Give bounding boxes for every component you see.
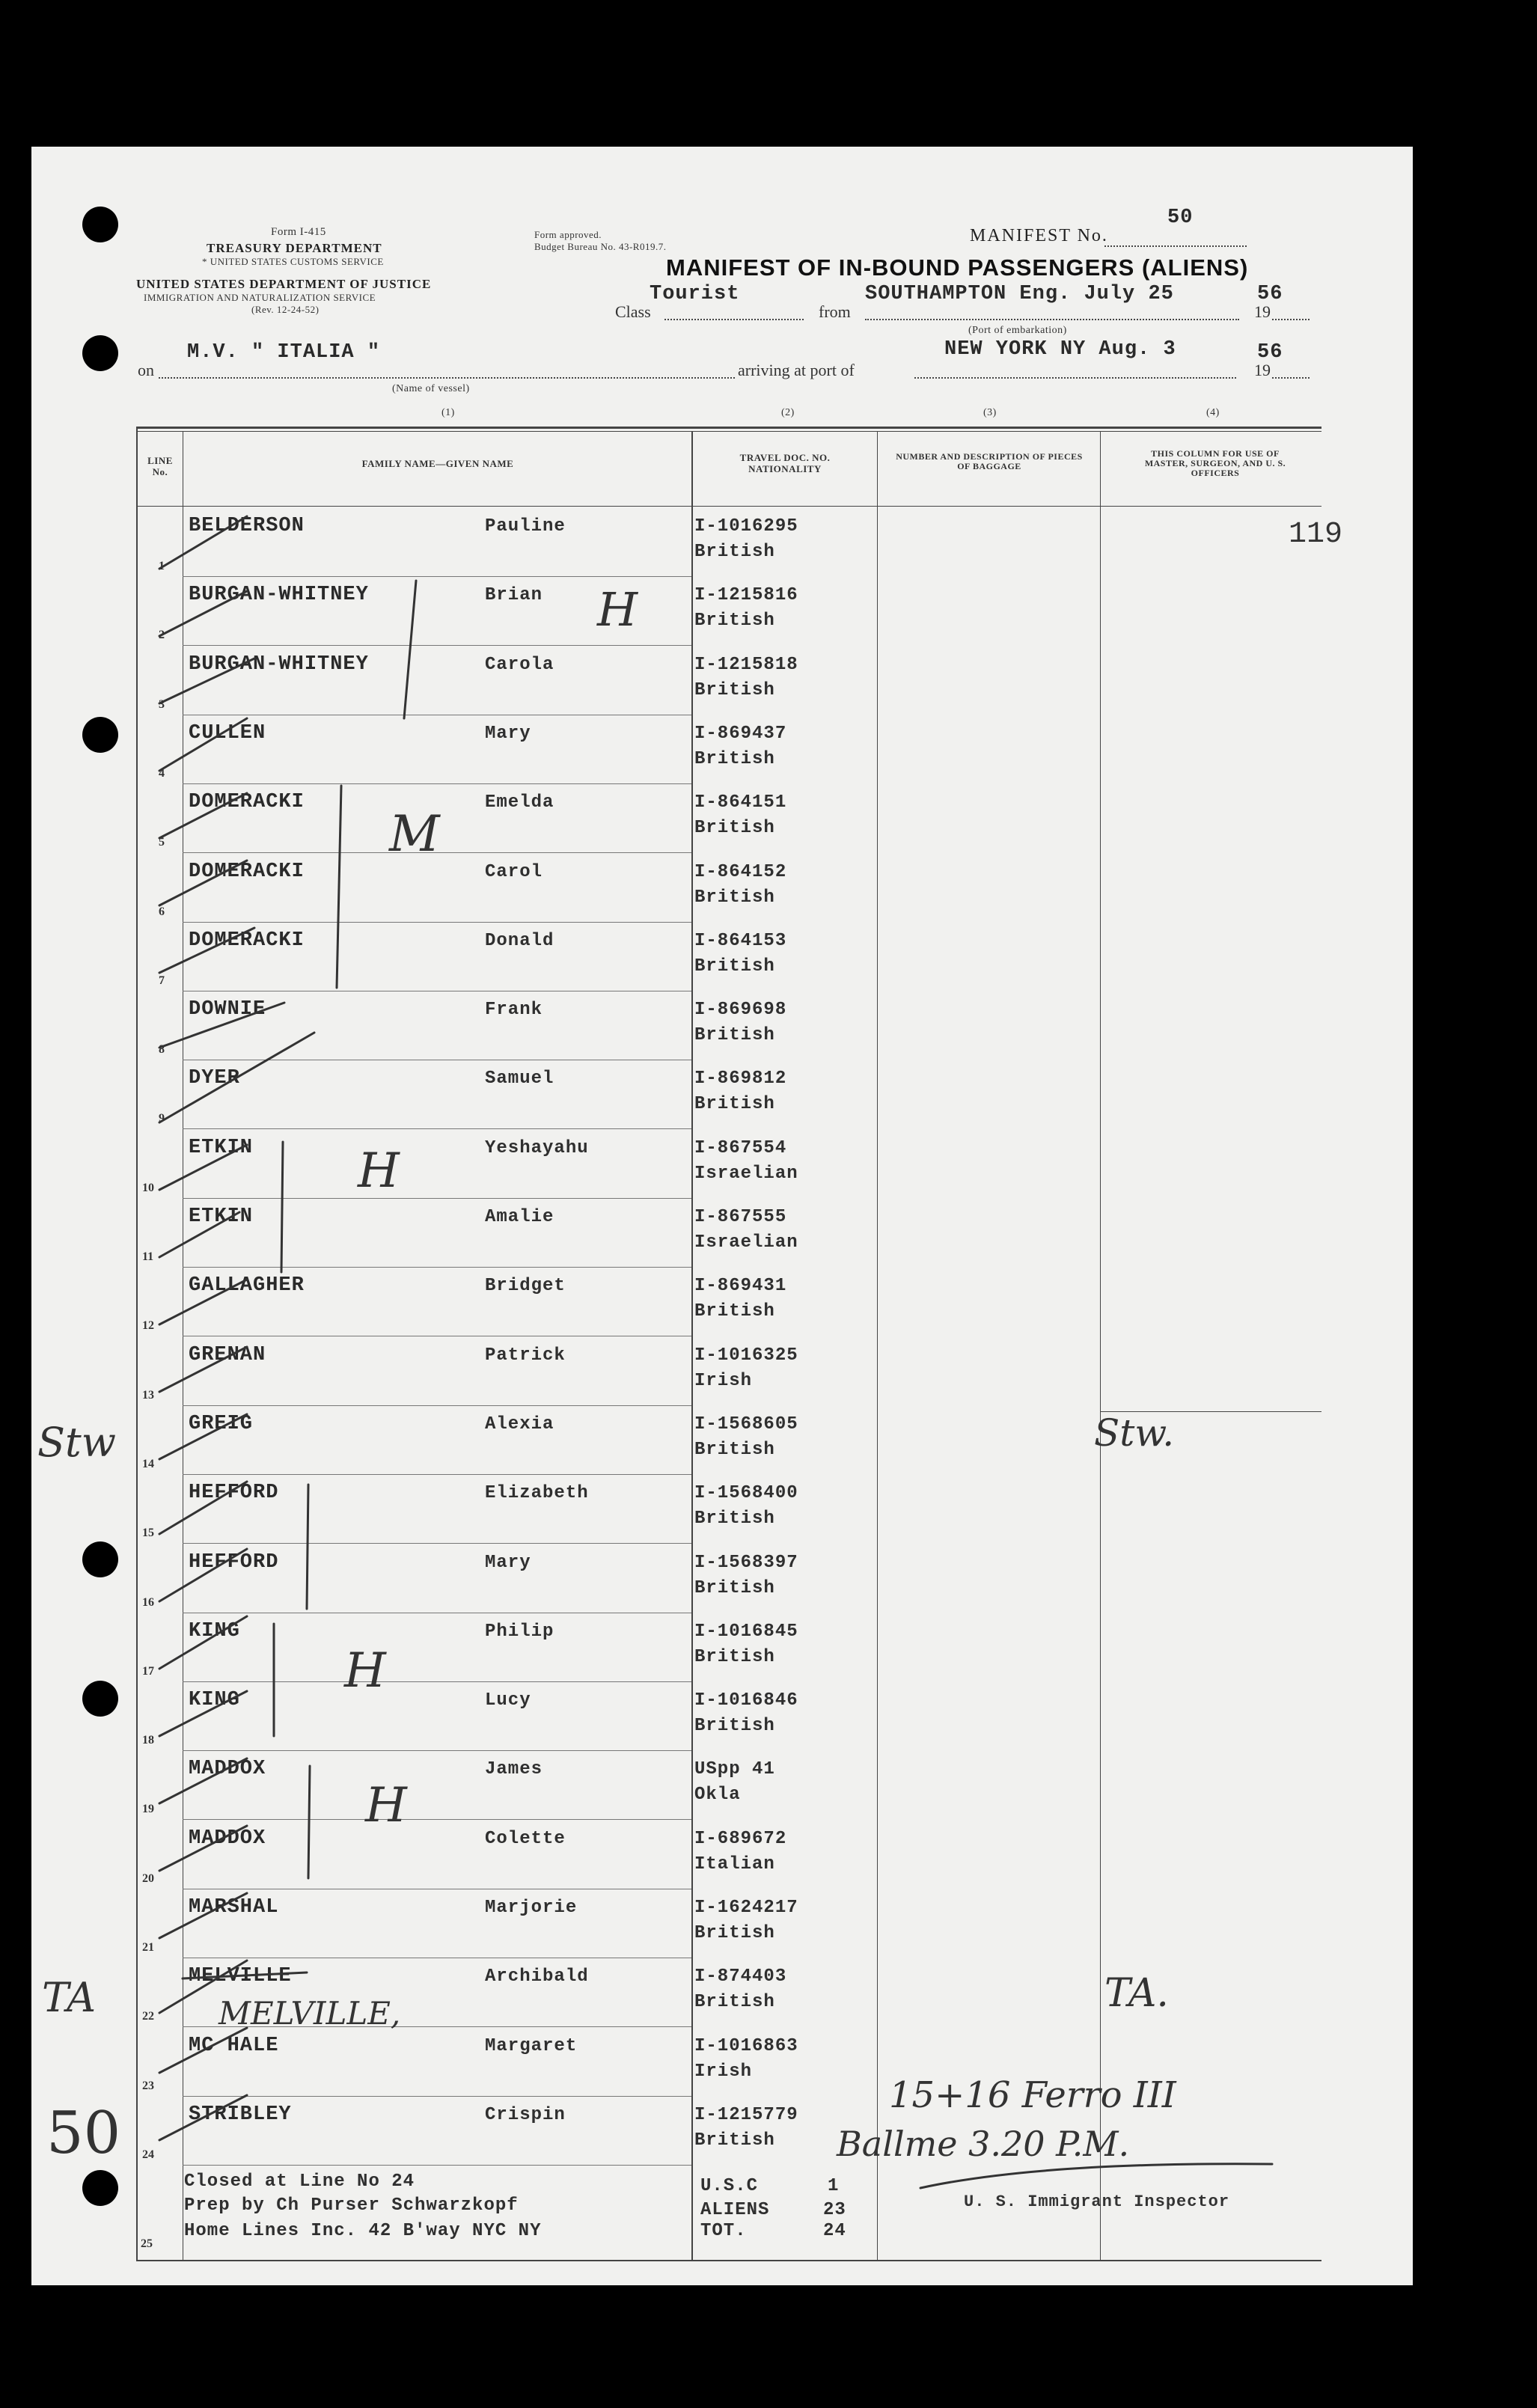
given-name: Frank — [485, 1000, 543, 1020]
check-mark — [159, 1033, 314, 1122]
travel-doc-number: I-864151 — [694, 792, 787, 813]
line-number: 23 — [142, 2080, 154, 2092]
given-name: Yeshayahu — [485, 1138, 589, 1158]
travel-doc-number: I-1016325 — [694, 1345, 798, 1366]
nationality: British — [694, 818, 775, 838]
check-mark — [159, 1961, 247, 2013]
nationality: British — [694, 1440, 775, 1460]
note-ta-left: TA — [42, 1974, 97, 2021]
family-name: BURGAN-WHITNEY — [189, 653, 369, 676]
customs-service: * UNITED STATES CUSTOMS SERVICE — [202, 256, 384, 267]
travel-doc-number: I-867554 — [694, 1138, 787, 1158]
revision: (Rev. 12-24-52) — [251, 304, 320, 315]
given-name: Marjorie — [485, 1898, 578, 1918]
header-travel-doc: TRAVEL DOC. NO. NATIONALITY — [739, 452, 831, 474]
line-number: 8 — [159, 1043, 165, 1056]
check-mark — [159, 793, 247, 838]
check-mark — [159, 861, 247, 905]
col-num-2: (2) — [781, 407, 795, 418]
travel-doc-number: I-1215818 — [694, 655, 798, 675]
header-baggage: NUMBER AND DESCRIPTION OF PIECES OF BAGGAGE — [896, 451, 1083, 471]
given-name: Carol — [485, 862, 543, 882]
travel-doc-number: USpp 41 — [694, 1759, 775, 1779]
nationality: Israelian — [694, 1232, 798, 1253]
line-number: 13 — [142, 1389, 154, 1402]
line-number: 7 — [159, 974, 165, 987]
header-name: FAMILY NAME—GIVEN NAME — [361, 458, 514, 469]
line-number: 18 — [142, 1734, 154, 1747]
family-name: STRIBLEY — [189, 2103, 292, 2126]
nationality: Irish — [694, 1371, 753, 1391]
nationality: Italian — [694, 1854, 775, 1874]
bracket-line — [281, 1142, 283, 1272]
justice-department: UNITED STATES DEPARTMENT OF JUSTICE — [136, 277, 432, 291]
check-mark — [159, 1212, 239, 1257]
line-number: 10 — [142, 1182, 154, 1194]
manifest-label: MANIFEST No. — [970, 226, 1108, 245]
travel-doc-number: I-1568605 — [694, 1414, 798, 1434]
check-mark — [159, 1414, 247, 1459]
travel-doc-number: I-1016295 — [694, 516, 798, 537]
check-mark — [159, 2028, 247, 2073]
class-value: Tourist — [650, 283, 740, 305]
arriving-value: NEW YORK NY Aug. 3 — [944, 338, 1176, 361]
nationality: British — [694, 1992, 775, 2012]
mark-h-maddox: H — [365, 1778, 407, 1833]
col-num-3: (3) — [983, 407, 997, 418]
given-name: Bridget — [485, 1276, 566, 1296]
mark-h-etkin: H — [358, 1143, 400, 1199]
mark-h-king: H — [344, 1643, 386, 1699]
family-name: DOMERACKI — [189, 929, 305, 952]
family-name: GRENAN — [189, 1344, 266, 1366]
closing-line-2: Prep by Ch Purser Schwarzkopf — [184, 2195, 519, 2216]
year-prefix-2: 19 — [1254, 361, 1271, 379]
form-number: Form I-415 — [271, 226, 326, 238]
travel-doc-number: I-1624217 — [694, 1898, 798, 1918]
closing-line-1: Closed at Line No 24 — [184, 2172, 415, 2192]
family-name: MC HALE — [189, 2035, 279, 2057]
travel-doc-number: I-689672 — [694, 1829, 787, 1849]
line-number: 5 — [159, 836, 165, 849]
check-mark — [159, 516, 247, 569]
nationality: British — [694, 956, 775, 977]
line-number: 12 — [142, 1319, 154, 1332]
closing-line-3: Home Lines Inc. 42 B'way NYC NY — [184, 2221, 542, 2241]
line-number: 20 — [142, 1872, 154, 1885]
manifest-title: MANIFEST OF IN-BOUND PASSENGERS (ALIENS) — [666, 254, 1249, 281]
line-number: 17 — [142, 1665, 154, 1678]
form-approved: Form approved. — [534, 229, 602, 240]
given-name: Amalie — [485, 1207, 554, 1227]
family-name: HEFFORD — [189, 1551, 279, 1574]
check-mark — [159, 1347, 247, 1392]
nationality: British — [694, 680, 775, 700]
treasury-department: TREASURY DEPARTMENT — [207, 241, 382, 255]
nationality: British — [694, 2130, 775, 2151]
travel-doc-number: I-867555 — [694, 1207, 787, 1227]
family-name: GALLAGHER — [189, 1274, 305, 1297]
note-fifty: 50 — [46, 2100, 121, 2167]
family-name: DOWNIE — [189, 998, 266, 1021]
line-number: 14 — [142, 1458, 154, 1470]
strike-line — [183, 1972, 307, 1978]
note-stw-right: Stw. — [1094, 1411, 1175, 1455]
family-name: MADDOX — [189, 1758, 266, 1780]
given-name: Elizabeth — [485, 1483, 589, 1503]
line-number: 24 — [142, 2148, 154, 2161]
bracket-line — [337, 786, 341, 988]
given-name: Archibald — [485, 1967, 589, 1987]
page-count: 119 — [1289, 518, 1343, 551]
family-name: ETKIN — [189, 1137, 254, 1159]
nationality: British — [694, 611, 775, 631]
given-name: Emelda — [485, 792, 554, 813]
given-name: Carola — [485, 655, 554, 675]
nationality: Okla — [694, 1785, 741, 1805]
note-stw-left: Stw — [37, 1419, 116, 1466]
given-name: James — [485, 1759, 543, 1779]
given-name: Patrick — [485, 1345, 566, 1366]
family-name: MELVILLE — [189, 1965, 292, 1987]
family-name: ETKIN — [189, 1205, 254, 1228]
family-name: KING — [189, 1689, 240, 1711]
family-name: HEFFORD — [189, 1482, 279, 1504]
travel-doc-number: I-1215779 — [694, 2105, 798, 2125]
nationality: British — [694, 1716, 775, 1736]
line-number: 19 — [142, 1803, 154, 1815]
given-name: Colette — [485, 1829, 566, 1849]
line-number: 16 — [142, 1596, 154, 1609]
col-num-4: (4) — [1206, 407, 1220, 418]
check-mark — [159, 928, 254, 973]
check-mark — [159, 1482, 247, 1534]
nationality: British — [694, 1509, 775, 1529]
total-label: TOT. — [700, 2221, 747, 2241]
check-mark — [159, 2095, 247, 2140]
note-ferro: 15+16 Ferro III — [889, 2074, 1176, 2116]
travel-doc-number: I-869437 — [694, 724, 787, 744]
note-melville: MELVILLE, — [219, 1995, 401, 2032]
check-mark — [159, 1893, 247, 1938]
nationality: British — [694, 1578, 775, 1598]
year-from: 56 — [1257, 283, 1283, 305]
line-number: 21 — [142, 1941, 154, 1954]
given-name: Donald — [485, 931, 554, 951]
given-name: Samuel — [485, 1069, 554, 1089]
from-label: from — [819, 302, 851, 321]
given-name: Lucy — [485, 1690, 531, 1711]
check-mark — [159, 1758, 247, 1803]
check-mark — [159, 658, 254, 703]
family-name: KING — [189, 1620, 240, 1642]
usc-count: 1 — [828, 2176, 840, 2196]
family-name: BURGAN-WHITNEY — [189, 584, 369, 606]
given-name: Mary — [485, 724, 531, 744]
mark-m-domeracki: M — [389, 805, 440, 863]
col-num-1: (1) — [441, 407, 455, 418]
line-number: 9 — [159, 1112, 165, 1125]
nationality: British — [694, 1301, 775, 1321]
check-mark — [159, 1826, 247, 1871]
line-number: 15 — [142, 1527, 154, 1539]
aliens-count: 23 — [823, 2200, 846, 2220]
line-number: 1 — [159, 560, 165, 572]
note-ballme: Ballme 3.20 P.M. — [837, 2124, 1130, 2164]
nationality: British — [694, 887, 775, 908]
nationality: British — [694, 1094, 775, 1114]
travel-doc-number: I-1568400 — [694, 1483, 798, 1503]
nationality: British — [694, 1647, 775, 1667]
family-name: DOMERACKI — [189, 861, 305, 883]
line-number: 22 — [142, 2010, 154, 2023]
travel-doc-number: I-874403 — [694, 1967, 787, 1987]
travel-doc-number: I-1568397 — [694, 1553, 798, 1573]
travel-doc-number: I-864152 — [694, 862, 787, 882]
travel-doc-number: I-869431 — [694, 1276, 787, 1296]
travel-doc-number: I-864153 — [694, 931, 787, 951]
given-name: Alexia — [485, 1414, 554, 1434]
family-name: MARSHAL — [189, 1896, 279, 1919]
on-label: on — [138, 361, 154, 379]
header-officers: THIS COLUMN FOR USE OF MASTER, SURGEON, AND U. S. OFFICERS — [1144, 448, 1286, 478]
given-name: Philip — [485, 1622, 554, 1642]
family-name: GREIG — [189, 1413, 254, 1435]
check-mark — [159, 1145, 247, 1190]
nationality: Irish — [694, 2062, 753, 2082]
nationality: British — [694, 542, 775, 562]
travel-doc-number: I-1016845 — [694, 1622, 798, 1642]
year-prefix: 19 — [1254, 302, 1271, 321]
travel-doc-number: I-1016863 — [694, 2036, 798, 2056]
line-number: 3 — [159, 698, 165, 711]
line-number: 11 — [142, 1250, 154, 1263]
year-arrive: 56 — [1257, 341, 1283, 364]
note-ta-right: TA. — [1104, 1971, 1169, 2016]
family-name: DOMERACKI — [189, 791, 305, 813]
check-mark — [159, 1549, 247, 1601]
aliens-label: ALIENS — [700, 2200, 770, 2220]
check-mark — [159, 1003, 284, 1048]
bracket-line — [404, 581, 416, 718]
total-count: 24 — [823, 2221, 846, 2241]
nationality: British — [694, 1923, 775, 1943]
check-mark — [159, 1691, 247, 1736]
nationality: British — [694, 749, 775, 769]
from-value: SOUTHAMPTON Eng. July 25 — [865, 283, 1174, 305]
given-name: Pauline — [485, 516, 566, 537]
ins-service: IMMIGRATION AND NATURALIZATION SERVICE — [144, 292, 376, 303]
given-name: Crispin — [485, 2105, 566, 2125]
budget-bureau: Budget Bureau No. 43-R019.7. — [534, 241, 667, 252]
check-mark — [159, 718, 247, 771]
given-name: Brian — [485, 585, 543, 605]
travel-doc-number: I-869698 — [694, 1000, 787, 1020]
line-number-25: 25 — [141, 2237, 153, 2250]
line-number: 2 — [159, 629, 165, 641]
check-mark — [159, 1280, 247, 1324]
family-name: DYER — [189, 1067, 240, 1090]
family-name: BELDERSON — [189, 515, 305, 537]
mark-h-burgan: H — [597, 582, 638, 637]
vessel-name: M.V. " ITALIA " — [187, 341, 381, 364]
signature-stroke — [920, 2164, 1272, 2188]
travel-doc-number: I-869812 — [694, 1069, 787, 1089]
check-mark — [159, 591, 247, 636]
usc-label: U.S.C — [700, 2176, 759, 2196]
arriving-label: arriving at port of — [738, 361, 855, 379]
travel-doc-number: I-1016846 — [694, 1690, 798, 1711]
check-mark — [159, 1616, 247, 1669]
family-name: CULLEN — [189, 722, 266, 745]
travel-doc-number: I-1215816 — [694, 585, 798, 605]
vessel-label: (Name of vessel) — [392, 383, 470, 394]
given-name: Margaret — [485, 2036, 578, 2056]
manifest-number: 50 — [1167, 207, 1194, 229]
nationality: Israelian — [694, 1164, 798, 1184]
nationality: British — [694, 1025, 775, 1045]
bracket-line — [308, 1766, 310, 1878]
bracket-line — [307, 1485, 308, 1609]
line-number: 4 — [159, 767, 165, 780]
port-embarkation-label: (Port of embarkation) — [968, 325, 1067, 336]
line-number: 6 — [159, 905, 165, 918]
class-label: Class — [615, 302, 651, 321]
family-name: MADDOX — [189, 1827, 266, 1850]
header-line-no: LINE No. — [147, 455, 173, 477]
inspector-label: U. S. Immigrant Inspector — [964, 2192, 1230, 2211]
given-name: Mary — [485, 1553, 531, 1573]
